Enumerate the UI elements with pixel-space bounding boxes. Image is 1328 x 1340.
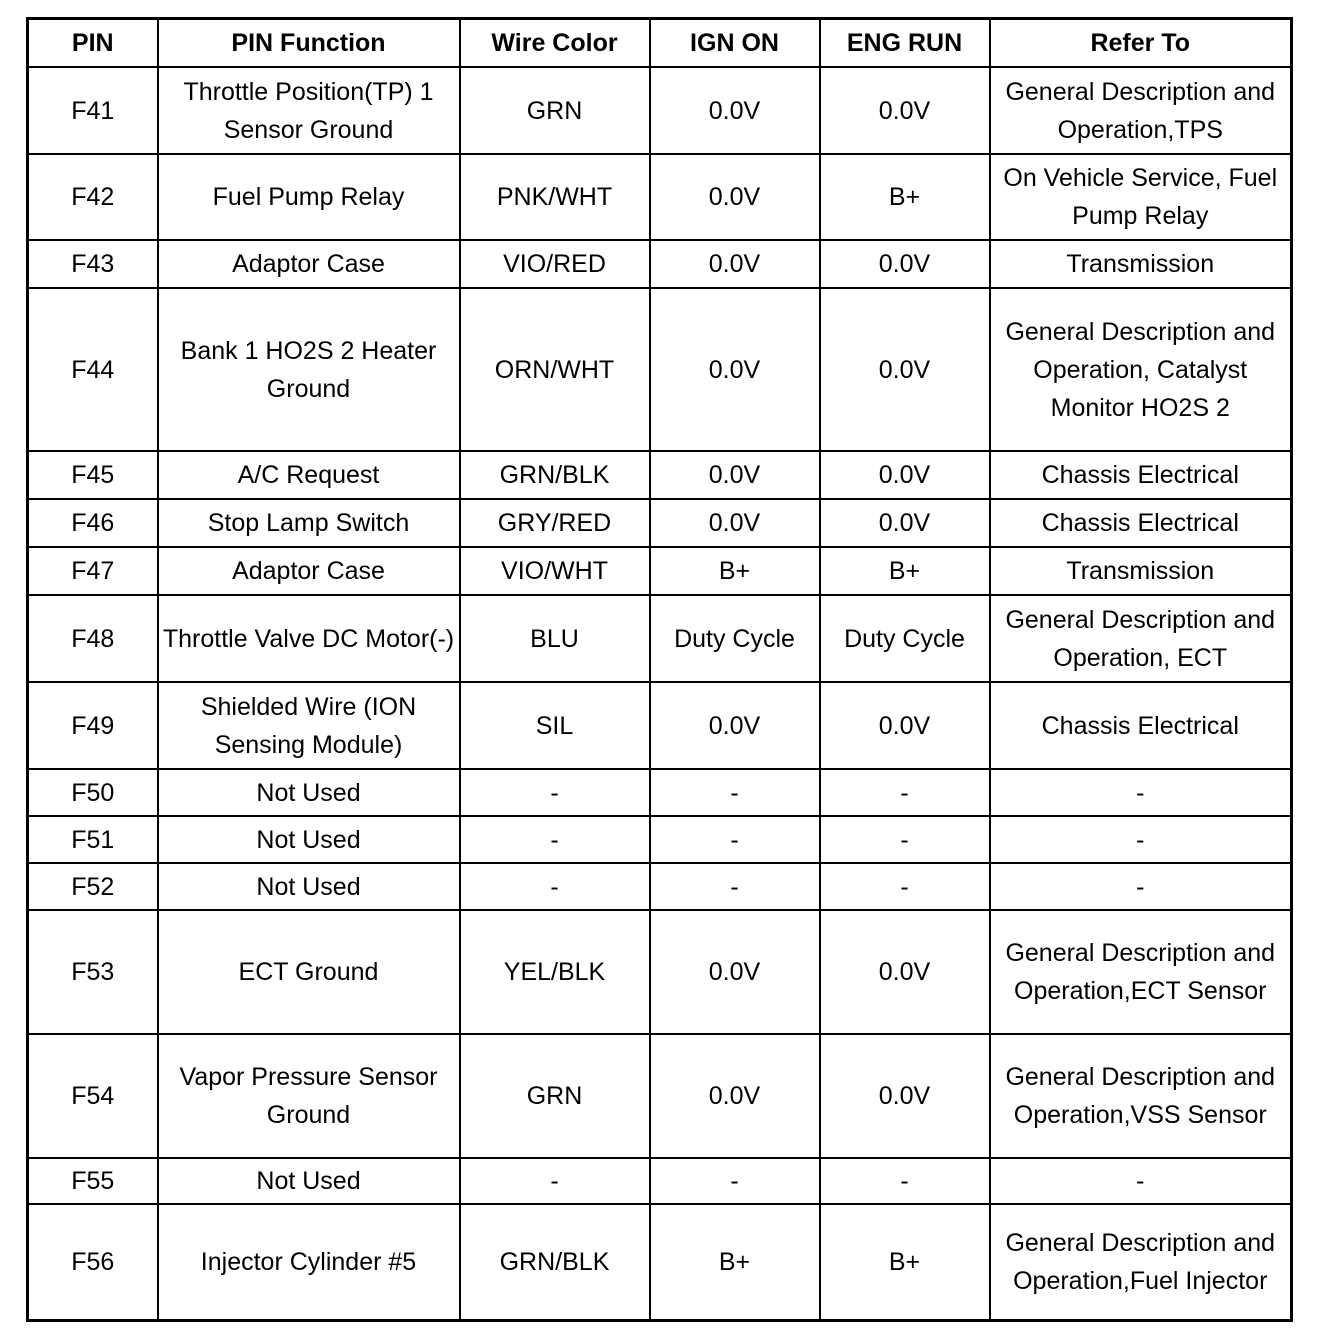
pin-cell: F44: [28, 288, 158, 451]
table-row: [28, 863, 1292, 910]
ign-on-cell: -: [650, 1158, 820, 1204]
table-row: [28, 1204, 1292, 1320]
table-row: [28, 910, 1292, 1034]
refer-to-cell: Chassis Electrical: [990, 499, 1292, 547]
header-pin-function: PIN Function: [158, 19, 460, 68]
function-cell: Fuel Pump Relay: [158, 154, 460, 240]
ign-on-cell: -: [650, 863, 820, 910]
ign-on-cell: 0.0V: [650, 154, 820, 240]
table-row: [28, 682, 1292, 769]
pin-cell: F52: [28, 863, 158, 910]
refer-to-cell: General Description and Operation,VSS Sensor: [990, 1034, 1292, 1158]
header-eng-run: ENG RUN: [820, 19, 990, 68]
eng-run-cell: 0.0V: [820, 910, 990, 1034]
table-row: [28, 451, 1292, 499]
refer-to-cell: Chassis Electrical: [990, 682, 1292, 769]
eng-run-cell: 0.0V: [820, 499, 990, 547]
eng-run-cell: Duty Cycle: [820, 595, 990, 682]
pin-table: [26, 17, 1293, 1322]
table-row: [28, 595, 1292, 682]
eng-run-cell: 0.0V: [820, 240, 990, 288]
refer-to-cell: On Vehicle Service, Fuel Pump Relay: [990, 154, 1292, 240]
eng-run-cell: 0.0V: [820, 67, 990, 154]
pin-cell: F53: [28, 910, 158, 1034]
pin-cell: F51: [28, 816, 158, 863]
table-row: [28, 816, 1292, 863]
eng-run-cell: -: [820, 1158, 990, 1204]
refer-to-cell: -: [990, 769, 1292, 816]
wire-color-cell: -: [460, 769, 650, 816]
pin-cell: F56: [28, 1204, 158, 1320]
wire-color-cell: SIL: [460, 682, 650, 769]
pin-cell: F48: [28, 595, 158, 682]
eng-run-cell: -: [820, 863, 990, 910]
eng-run-cell: 0.0V: [820, 451, 990, 499]
wire-color-cell: GRN: [460, 67, 650, 154]
header-ign-on: IGN ON: [650, 19, 820, 68]
function-cell: A/C Request: [158, 451, 460, 499]
header-pin: PIN: [28, 19, 158, 68]
eng-run-cell: 0.0V: [820, 288, 990, 451]
table-row: [28, 769, 1292, 816]
wire-color-cell: ORN/WHT: [460, 288, 650, 451]
eng-run-cell: 0.0V: [820, 1034, 990, 1158]
table-row: [28, 547, 1292, 595]
function-cell: Bank 1 HO2S 2 Heater Ground: [158, 288, 460, 451]
eng-run-cell: -: [820, 816, 990, 863]
pin-cell: F42: [28, 154, 158, 240]
header-wire-color: Wire Color: [460, 19, 650, 68]
wire-color-cell: GRN/BLK: [460, 451, 650, 499]
eng-run-cell: 0.0V: [820, 682, 990, 769]
eng-run-cell: B+: [820, 1204, 990, 1320]
table-row: [28, 499, 1292, 547]
refer-to-cell: -: [990, 863, 1292, 910]
function-cell: Not Used: [158, 816, 460, 863]
function-cell: Throttle Position(TP) 1 Sensor Ground: [158, 67, 460, 154]
refer-to-cell: Chassis Electrical: [990, 451, 1292, 499]
pin-cell: F49: [28, 682, 158, 769]
function-cell: Adaptor Case: [158, 547, 460, 595]
pin-cell: F41: [28, 67, 158, 154]
ign-on-cell: 0.0V: [650, 499, 820, 547]
wire-color-cell: YEL/BLK: [460, 910, 650, 1034]
function-cell: Stop Lamp Switch: [158, 499, 460, 547]
wire-color-cell: VIO/WHT: [460, 547, 650, 595]
table-row: [28, 240, 1292, 288]
wire-color-cell: PNK/WHT: [460, 154, 650, 240]
refer-to-cell: General Description and Operation,Fuel Injector: [990, 1204, 1292, 1320]
ign-on-cell: 0.0V: [650, 288, 820, 451]
refer-to-cell: -: [990, 816, 1292, 863]
header-row: [28, 19, 1292, 68]
pin-cell: F50: [28, 769, 158, 816]
refer-to-cell: General Description and Operation, Catalyst Monitor HO2S 2: [990, 288, 1292, 451]
table-row: [28, 1158, 1292, 1204]
table-row: [28, 1034, 1292, 1158]
function-cell: Vapor Pressure Sensor Ground: [158, 1034, 460, 1158]
wire-color-cell: -: [460, 1158, 650, 1204]
pin-cell: F55: [28, 1158, 158, 1204]
pin-cell: F46: [28, 499, 158, 547]
function-cell: Not Used: [158, 769, 460, 816]
pin-cell: F45: [28, 451, 158, 499]
ign-on-cell: B+: [650, 1204, 820, 1320]
pin-cell: F47: [28, 547, 158, 595]
ign-on-cell: 0.0V: [650, 240, 820, 288]
refer-to-cell: General Description and Operation, ECT: [990, 595, 1292, 682]
function-cell: ECT Ground: [158, 910, 460, 1034]
ign-on-cell: 0.0V: [650, 682, 820, 769]
ign-on-cell: B+: [650, 547, 820, 595]
function-cell: Not Used: [158, 1158, 460, 1204]
pin-cell: F43: [28, 240, 158, 288]
function-cell: Injector Cylinder #5: [158, 1204, 460, 1320]
wire-color-cell: -: [460, 863, 650, 910]
ign-on-cell: -: [650, 816, 820, 863]
ign-on-cell: 0.0V: [650, 1034, 820, 1158]
wire-color-cell: GRN/BLK: [460, 1204, 650, 1320]
wire-color-cell: GRN: [460, 1034, 650, 1158]
ign-on-cell: Duty Cycle: [650, 595, 820, 682]
eng-run-cell: B+: [820, 154, 990, 240]
eng-run-cell: -: [820, 769, 990, 816]
wire-color-cell: -: [460, 816, 650, 863]
header-refer-to: Refer To: [990, 19, 1292, 68]
function-cell: Adaptor Case: [158, 240, 460, 288]
pin-cell: F54: [28, 1034, 158, 1158]
eng-run-cell: B+: [820, 547, 990, 595]
table-row: [28, 288, 1292, 451]
wire-color-cell: BLU: [460, 595, 650, 682]
refer-to-cell: -: [990, 1158, 1292, 1204]
wire-color-cell: VIO/RED: [460, 240, 650, 288]
ign-on-cell: -: [650, 769, 820, 816]
refer-to-cell: Transmission: [990, 547, 1292, 595]
ign-on-cell: 0.0V: [650, 910, 820, 1034]
ign-on-cell: 0.0V: [650, 67, 820, 154]
refer-to-cell: General Description and Operation,TPS: [990, 67, 1292, 154]
table-row: [28, 67, 1292, 154]
wire-color-cell: GRY/RED: [460, 499, 650, 547]
function-cell: Not Used: [158, 863, 460, 910]
ign-on-cell: 0.0V: [650, 451, 820, 499]
function-cell: Throttle Valve DC Motor(-): [158, 595, 460, 682]
refer-to-cell: General Description and Operation,ECT Sensor: [990, 910, 1292, 1034]
function-cell: Shielded Wire (ION Sensing Module): [158, 682, 460, 769]
refer-to-cell: Transmission: [990, 240, 1292, 288]
table-row: [28, 154, 1292, 240]
